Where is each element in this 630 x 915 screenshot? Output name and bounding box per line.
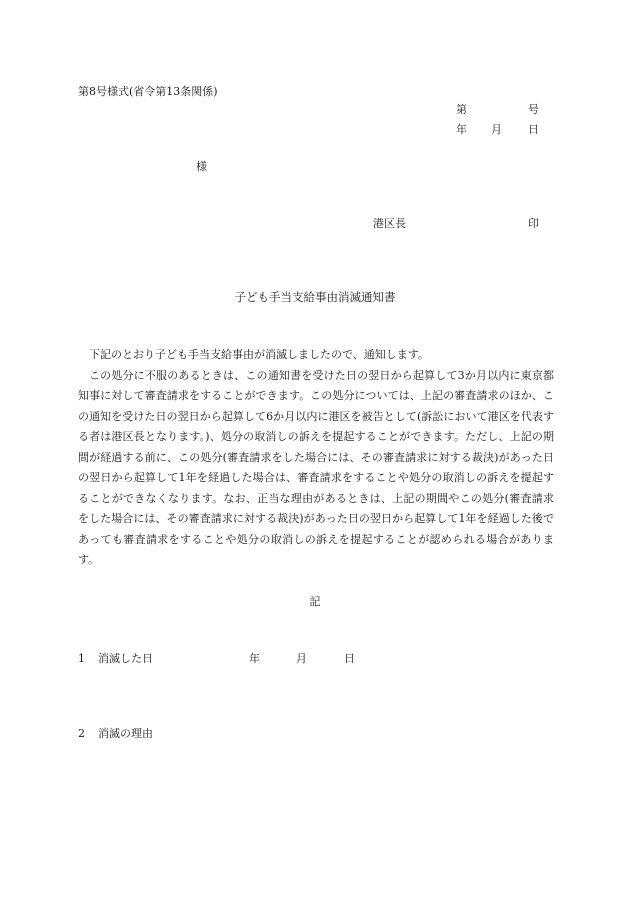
item-2-label: 消滅の理由 <box>98 727 153 740</box>
date-month: 月 <box>491 123 502 136</box>
body-paragraph-2: この処分に不服のあるときは、この通知書を受けた日の翌日から起算して3か月以内に東京都知事に対して審査請求をすることができます。この処分については、上記の審査請求のほか、この通知を受けた日の翌日から起算して6か月以内に港区を被告として(訴訟において港区を代表する者は港区長となります。)、処分の取消しの訴えを提起することができます。ただし、上記の期間が経過する前に、この処分(審査請求をした場合には、その審査請求に対する裁決)があった日の翌日から起算して1年を経過した場合は、審査請求をすることや処分の取消しの訴えを提起することができなくなります。なお、正当な理由があるときは、上記の期間やこの処分(審査請求をした場合には、その審査請求に対する裁決)があった日の翌日から起算して1年を経過した後であっても審査請求をすることや処分の取消しの訴えを提起することが認められる場合があります。 <box>78 368 554 566</box>
item-2-number: 2 <box>78 727 85 740</box>
document-number-prefix: 第 <box>456 103 467 116</box>
sender-name: 港区長 <box>373 217 406 230</box>
document-title: 子ども手当支給事由消滅通知書 <box>234 290 396 304</box>
seal-mark: 印 <box>528 217 539 230</box>
item-1-day: 日 <box>344 652 355 665</box>
notice-body <box>78 345 554 571</box>
form-label: 第8号様式(省令第13条関係) <box>78 85 218 98</box>
document-number-suffix: 号 <box>528 103 539 116</box>
ki-heading: 記 <box>309 595 321 608</box>
item-1-month: 月 <box>296 652 307 665</box>
item-1-year: 年 <box>249 652 260 665</box>
date-day: 日 <box>528 123 539 136</box>
addressee-honorific: 様 <box>196 160 207 173</box>
date-year: 年 <box>456 123 467 136</box>
body-paragraph-1: 下記のとおり子ども手当支給事由が消滅しましたので、通知します。 <box>89 348 429 361</box>
item-1-number: 1 <box>78 652 85 665</box>
item-1-label: 消滅した日 <box>98 652 153 665</box>
